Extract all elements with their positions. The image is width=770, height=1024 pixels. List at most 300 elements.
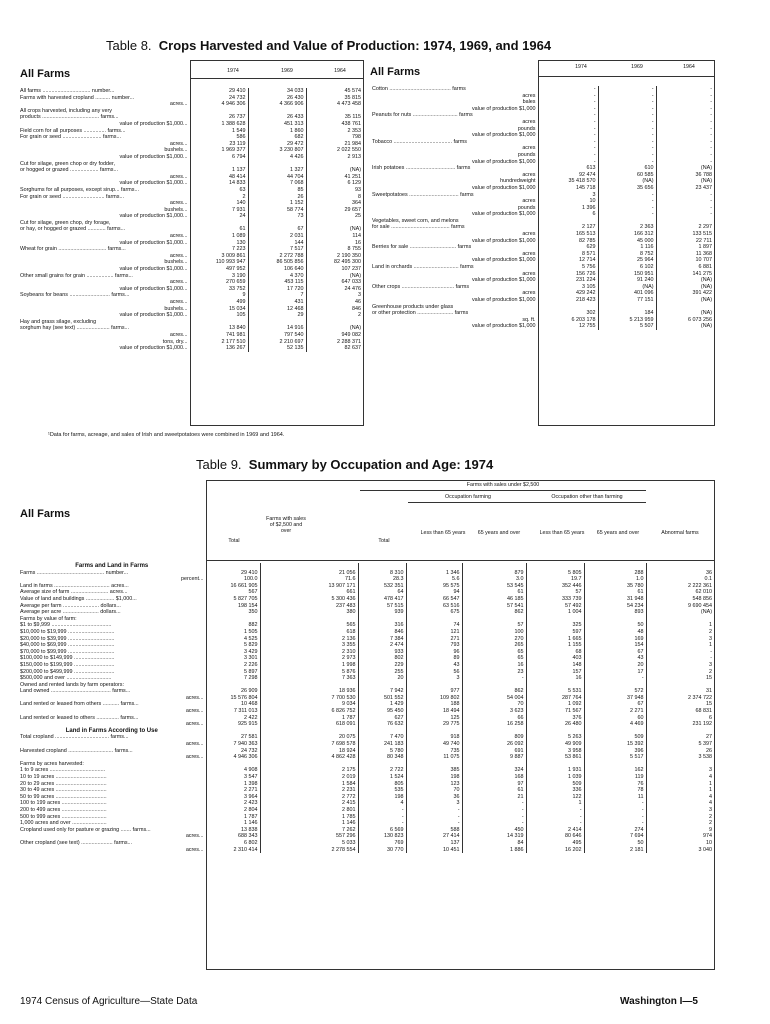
- table9-row-label: Land rented or leased from others ........... farms...: [20, 701, 139, 708]
- table8-right-cell: -: [538, 99, 598, 106]
- table8-right-cell: (NA): [656, 297, 714, 304]
- table9-cell: 2 415: [260, 800, 358, 807]
- table8-right-row-label: value of production $1,000: [471, 132, 536, 139]
- table8-right-cell: [538, 218, 598, 225]
- table8-right-cell: 150 951: [598, 271, 656, 278]
- table8-right-row: [370, 224, 714, 231]
- table9-cell: 6 826 752: [260, 708, 358, 715]
- table8-left-row: [18, 95, 363, 102]
- table8-left-cell: 130: [190, 240, 248, 247]
- table8-left-cell: 24 476: [306, 286, 363, 293]
- table9-cell: 37 948: [584, 695, 646, 702]
- table8-left-cell: 1 388 628: [190, 121, 248, 128]
- table9-cell: 501 552: [358, 695, 406, 702]
- table8-left-row: [18, 273, 363, 280]
- table8-right-row: [370, 132, 714, 139]
- table8-right-cell: -: [656, 152, 714, 159]
- table8-left-cell: 48 414: [190, 174, 248, 181]
- table8-left-table: [18, 88, 363, 352]
- table9-cell: 1 155: [526, 642, 584, 649]
- table8-right-cell: 12 714: [538, 257, 598, 264]
- table9-cell: 879: [462, 570, 526, 577]
- table9-cell: 557 296: [260, 833, 358, 840]
- table8-left-cell: 16: [306, 240, 363, 247]
- table9-cell: 805: [358, 781, 406, 788]
- table9-cell: (NA): [646, 609, 714, 616]
- table9-cell: [526, 728, 584, 735]
- table8-left-row: [18, 174, 363, 181]
- table8-right-row: [370, 159, 714, 166]
- table8-left-cell: 26 737: [190, 114, 248, 121]
- table8-left-cell: 2 288 371: [306, 339, 363, 346]
- table9-cell: 2 271: [584, 708, 646, 715]
- table8-left-row-label: acres...: [169, 233, 188, 240]
- table8-right-row-label: value of production $1,000: [471, 211, 536, 218]
- table8-right-cell: 401 096: [598, 290, 656, 297]
- table8-left-cell: 3 009 861: [190, 253, 248, 260]
- table9-cell: 61: [584, 589, 646, 596]
- table8-right-row-label: acres: [522, 231, 536, 238]
- table8-right-cell: -: [598, 145, 656, 152]
- table8-left-cell: 35 115: [306, 114, 363, 121]
- table9-row: [18, 807, 714, 814]
- table9-cell: 3.0: [462, 576, 526, 583]
- table9-row: [18, 622, 714, 629]
- table9-cell: 548 856: [646, 596, 714, 603]
- table9-span-header: Farms with sales under $2,500: [466, 482, 540, 488]
- table8-left-cell: 82 495 300: [306, 259, 363, 266]
- table8-left-cell: [306, 161, 363, 168]
- table9-row-label: 10 to 19 acres ..................................: [20, 774, 107, 780]
- table9-cell: 2 801: [260, 807, 358, 814]
- table9-row: [18, 642, 714, 649]
- table8-left-cell: 25: [306, 213, 363, 220]
- table8-left-cell: 1 327: [248, 167, 306, 174]
- table9-cell: 95 450: [358, 708, 406, 715]
- table8-left-cell: 1 549: [190, 128, 248, 135]
- table8-right-cell: -: [656, 99, 714, 106]
- table8-right-row: [370, 198, 714, 205]
- table8-left-row: [18, 266, 363, 273]
- table8-right-cell: 391 422: [656, 290, 714, 297]
- table8-right-cell: -: [656, 198, 714, 205]
- table9-cell: 16: [526, 675, 584, 682]
- table8-right-cell: 613: [538, 165, 598, 172]
- table8-left-cell: 431: [248, 299, 306, 306]
- table9-cell: 63 516: [406, 603, 462, 610]
- table9-cell: 67: [584, 701, 646, 708]
- table8-left-cell: [190, 220, 248, 227]
- table9-cell: [584, 616, 646, 623]
- table9-cell: 68 831: [646, 708, 714, 715]
- table8-right-cell: -: [656, 86, 714, 93]
- table9-cell: 974: [646, 833, 714, 840]
- table9-cell: 3: [646, 662, 714, 669]
- table9-cell: 70: [462, 701, 526, 708]
- table8-right-row-label: pounds: [517, 151, 536, 158]
- table9-cell: 3: [406, 675, 462, 682]
- table9-cell: -: [646, 649, 714, 656]
- table8-right-cell: -: [656, 139, 714, 146]
- table9-cell: 2 474: [358, 642, 406, 649]
- table9-cell: 333 739: [526, 596, 584, 603]
- table8-right-cell: (NA): [656, 165, 714, 172]
- table9-cell: [406, 616, 462, 623]
- table9-row-label: Land rented or leased to others ............... farms...: [20, 714, 139, 721]
- table9-cell: 46 185: [462, 596, 526, 603]
- table8-right-year-1974: 1974: [575, 64, 587, 70]
- table9-cell: [260, 728, 358, 735]
- table8-right-cell: -: [656, 205, 714, 212]
- table9-row: [18, 589, 714, 596]
- table9-cell: 13 907 171: [260, 583, 358, 590]
- table8-left-row-label: value of production $1,000...: [119, 239, 188, 246]
- table8-left-cell: 21 984: [306, 141, 363, 148]
- table9-row-label: acres...: [185, 721, 204, 728]
- table9-cell: 862: [462, 609, 526, 616]
- table9-col-abnormal: Abnormal farms: [661, 530, 699, 536]
- table9-cell: 148: [526, 662, 584, 669]
- table8-left-cell: 35 815: [306, 95, 363, 102]
- table8-left-row: [18, 325, 363, 332]
- table8-left-row-label: Cut for silage, green chop or dry fodder,: [20, 160, 115, 167]
- table9-cell: 3 958: [526, 748, 584, 755]
- table9-cell: 933: [358, 649, 406, 656]
- table8-right-row-label: acres: [522, 145, 536, 152]
- table9-cell: [206, 761, 260, 768]
- table8-right-cell: 184: [598, 310, 656, 317]
- table9-cell: 29 410: [206, 570, 260, 577]
- table8-left-year-1974: 1974: [227, 68, 239, 74]
- table9-cell: 3: [646, 636, 714, 643]
- table8-left-year-1969: 1969: [281, 68, 293, 74]
- table8-right-cell: 1 116: [598, 244, 656, 251]
- footer-right: Washington I—5: [620, 996, 698, 1007]
- table8-left-cell: 497 952: [190, 266, 248, 273]
- table9-row: [18, 847, 714, 854]
- table8-left-cell: 364: [306, 200, 363, 207]
- table9-cell: 157: [526, 669, 584, 676]
- table9-cell: 2 804: [206, 807, 260, 814]
- table9-col-sales-over: Farms with sales of $2,500 and over: [266, 516, 306, 534]
- table9-cell: 29 775: [406, 721, 462, 728]
- table9-group-occupation-other: Occupation other than farming: [551, 494, 623, 500]
- table8-right-row: [370, 192, 714, 199]
- table9-cell: 385: [406, 767, 462, 774]
- table9-cell: [358, 761, 406, 768]
- table9-cell: 2 722: [358, 767, 406, 774]
- table8-right-cell: (NA): [656, 310, 714, 317]
- table9-cell: 67: [584, 649, 646, 656]
- table8-right-cell: 25 964: [598, 257, 656, 264]
- table8-right-cell: 156 726: [538, 271, 598, 278]
- table8-right-year-1964: 1964: [683, 64, 695, 70]
- table8-right-row-label: pounds: [517, 125, 536, 132]
- table8-right-row-label: Greenhouse products under glass: [372, 303, 454, 310]
- table8-left-cell: 2 177 510: [190, 339, 248, 346]
- table8-right-row-label: Sweetpotatoes ................................. farms: [372, 191, 474, 198]
- table9-row-label: Other cropland (see text) ..................... farms...: [20, 839, 133, 846]
- table9-cell: [406, 563, 462, 570]
- table9-cell: 28.3: [358, 576, 406, 583]
- table9-cell: 1 346: [406, 570, 462, 577]
- table8-right-row-label: value of production $1,000: [471, 297, 536, 303]
- table9-row-label: Owned and rented lands by farm operators:: [20, 681, 124, 688]
- table9-cell: 4 946 306: [206, 754, 260, 761]
- table9-cell: 65: [462, 655, 526, 662]
- table8-right-row: [370, 323, 714, 330]
- table8-left-cell: 7 223: [190, 246, 248, 253]
- table8-right-cell: -: [598, 211, 656, 218]
- table9-cell: 188: [406, 701, 462, 708]
- table8-left-cell: 1 137: [190, 167, 248, 174]
- table9-cell: 509: [584, 734, 646, 741]
- table9-cell: [406, 682, 462, 689]
- table9-row-label: 50 to 99 acres ..................................: [20, 793, 107, 800]
- table9-cell: 241 183: [358, 741, 406, 748]
- table8-left-cell: 2: [306, 312, 363, 319]
- table8-left-row-label: value of production $1,000...: [119, 312, 188, 319]
- table9-cell: [584, 761, 646, 768]
- table9-cell: 939: [358, 609, 406, 616]
- table8-right-row-label: for sale ....................................... farms: [372, 224, 465, 231]
- table8-right-cell: -: [598, 86, 656, 93]
- table9-cell: 352 446: [526, 583, 584, 590]
- table8-right-row-label: pounds: [517, 204, 536, 211]
- table8-left-cell: 7 068: [248, 180, 306, 187]
- table9-cell: 16 258: [462, 721, 526, 728]
- table9-cell: 396: [584, 748, 646, 755]
- table9-cell: 15 392: [584, 741, 646, 748]
- table8-right-cell: -: [598, 205, 656, 212]
- table8-left-cell: 82 637: [306, 345, 363, 352]
- table8-right-cell: -: [598, 132, 656, 139]
- table8-left-cell: 6 129: [306, 180, 363, 187]
- table9-cell: 2 278 554: [260, 847, 358, 854]
- table9-cell: [358, 563, 406, 570]
- table8-left-row-label: Farms with harvested cropland .......... number...: [20, 94, 135, 101]
- table8-right-row-label: acres: [522, 92, 536, 99]
- table8-left-cell: 58 774: [248, 207, 306, 214]
- table9-cell: 2: [646, 669, 714, 676]
- table8-right-cell: -: [538, 86, 598, 93]
- table9-cell: 9 887: [462, 754, 526, 761]
- table9-cell: 2 772: [260, 794, 358, 801]
- table9-cell: 565: [260, 622, 358, 629]
- table8-right-cell: 1 897: [656, 244, 714, 251]
- table9-cell: 48: [584, 629, 646, 636]
- table9-cell: 3 040: [646, 847, 714, 854]
- table9-row: [18, 787, 714, 794]
- table8-right-row-label: Berries for sale ............................... farms: [372, 244, 472, 251]
- table9-row: [18, 701, 714, 708]
- table9-cell: 4: [646, 794, 714, 801]
- table8-number: Table 8.: [106, 38, 152, 53]
- table8-right-row-label: hundredweight: [500, 178, 536, 185]
- table9-cell: 2 181: [584, 847, 646, 854]
- table9-cell: 1 524: [358, 774, 406, 781]
- table8-right-row: [370, 317, 714, 324]
- table9-row-label: $20,000 to $39,999 ...............................: [20, 635, 115, 642]
- table9-cell: 43: [584, 655, 646, 662]
- table9-cell: 3 623: [462, 708, 526, 715]
- table9-cell: [260, 616, 358, 623]
- table9-cell: [462, 728, 526, 735]
- table9-row: [18, 636, 714, 643]
- table9-cell: -: [526, 814, 584, 821]
- table8-left-row: [18, 339, 363, 346]
- table9-row-label: 1,000 acres and over .......................: [20, 820, 107, 827]
- table9-cell: 4 908: [206, 767, 260, 774]
- table9-cell: -: [584, 820, 646, 827]
- table8-left-cell: 1 969 377: [190, 147, 248, 154]
- table9-cell: [584, 728, 646, 735]
- table8-left-cell: 105: [190, 312, 248, 319]
- table9-cell: [526, 682, 584, 689]
- table9-cell: 18 924: [260, 748, 358, 755]
- table8-right-cell: 2 127: [538, 224, 598, 231]
- table9-cell: 2 175: [260, 767, 358, 774]
- table8-left-row-label: acres...: [169, 299, 188, 305]
- table9-row: [18, 833, 714, 840]
- table9-cell: [462, 616, 526, 623]
- table8-left-row-label: value of production $1,000...: [119, 153, 188, 160]
- table9-cell: 27 581: [206, 734, 260, 741]
- table8-heading: Crops Harvested and Value of Production: 1974, 1969, and 1964: [158, 38, 552, 53]
- table9-cell: 71 567: [526, 708, 584, 715]
- table8-right-cell: -: [656, 211, 714, 218]
- table8-right-cell: -: [598, 198, 656, 205]
- table9-cell: 1 039: [526, 774, 584, 781]
- table8-right-row: [370, 238, 714, 245]
- table8-left-row-label: Other small grains for grain .................. farms...: [20, 272, 133, 279]
- table9-number: Table 9.: [196, 457, 242, 472]
- table9-cell: 237 483: [260, 603, 358, 610]
- table9-cell: -: [584, 675, 646, 682]
- table9-cell: 7 262: [260, 827, 358, 834]
- table9-cell: 5 300 436: [260, 596, 358, 603]
- table8-left-row: [18, 88, 363, 95]
- table9-row-label: $10,000 to $19,999 ...............................: [20, 628, 115, 635]
- table9-row: [18, 741, 714, 748]
- table8-left-row-label: All crops harvested, including any very: [20, 107, 112, 114]
- table8-left-row: [18, 114, 363, 121]
- table9-row-label: $150,000 to $199,999 ...........................: [20, 661, 115, 668]
- table9-cell: 16 661 905: [206, 583, 260, 590]
- table8-right-cell: -: [598, 126, 656, 133]
- table9-cell: 66 547: [406, 596, 462, 603]
- table8-right-row: [370, 251, 714, 258]
- table9-span-rule: [360, 490, 646, 491]
- table9-cell: 4 525: [206, 636, 260, 643]
- table9-row-label: acres...: [185, 754, 204, 761]
- table9-cell: 846: [358, 629, 406, 636]
- table9-cell: 5 780: [358, 748, 406, 755]
- table8-left-row: [18, 141, 363, 148]
- table8-right-cell: 23 437: [656, 185, 714, 192]
- table9-cell: 16: [462, 662, 526, 669]
- table9-cell: 1 785: [260, 814, 358, 821]
- table8-left-cell: 1 860: [248, 128, 306, 135]
- table9-cell: 2 374 722: [646, 695, 714, 702]
- table9-cell: 5 827 705: [206, 596, 260, 603]
- table9-cell: 793: [406, 642, 462, 649]
- table8-right-table: [370, 86, 714, 330]
- table9-cell: [646, 682, 714, 689]
- table8-right-cell: 77 151: [598, 297, 656, 304]
- table8-left-row-label: sorghum hay (see text) ...................... farms...: [20, 325, 130, 332]
- table9-cell: 2 222 361: [646, 583, 714, 590]
- table8-right-row: [370, 310, 714, 317]
- table9-cell: 9: [646, 827, 714, 834]
- table9-cell: 2 310: [260, 649, 358, 656]
- table8-right-row: [370, 271, 714, 278]
- table8-right-cell: (NA): [598, 178, 656, 185]
- table9-row: [18, 629, 714, 636]
- table9-cell: 5 805: [526, 570, 584, 577]
- table8-left-cell: 46: [306, 299, 363, 306]
- table9-cell: 49 740: [406, 741, 462, 748]
- table9-cell: 2 019: [260, 774, 358, 781]
- table8-right-cell: 6 073 256: [656, 317, 714, 324]
- table9-cell: 2 226: [206, 662, 260, 669]
- table8-right-cell: 10 707: [656, 257, 714, 264]
- table8-right-cell: 429 242: [538, 290, 598, 297]
- table9-cell: 11 075: [406, 754, 462, 761]
- table8-left-cell: [306, 220, 363, 227]
- table8-left-cell: 270 659: [190, 279, 248, 286]
- table9-row-label: Farms by acres harvested:: [20, 760, 84, 767]
- table8-right-cell: [598, 218, 656, 225]
- table9-cell: 66: [462, 715, 526, 722]
- table9-cell: 26 092: [462, 741, 526, 748]
- table9-cell: 96: [406, 649, 462, 656]
- table9-row-label: acres...: [185, 833, 204, 840]
- table8-right-row-label: acres: [522, 250, 536, 257]
- table9-cell: [646, 761, 714, 768]
- table9-cell: -: [584, 800, 646, 807]
- table9-cell: -: [462, 807, 526, 814]
- table9-cell: 130 823: [358, 833, 406, 840]
- table9-cell: 5 897: [206, 669, 260, 676]
- table8-right-cell: -: [598, 159, 656, 166]
- table9-cell: 1 886: [462, 847, 526, 854]
- table9-cell: 56: [406, 669, 462, 676]
- table9-row-label: acres...: [185, 846, 204, 853]
- table8-left-cell: [248, 161, 306, 168]
- table9-cell: 100.0: [206, 576, 260, 583]
- table9-row: [18, 840, 714, 847]
- table9-cell: 1 429: [358, 701, 406, 708]
- table8-right-cell: -: [538, 132, 598, 139]
- table9-cell: 2: [646, 629, 714, 636]
- table8-left-cell: 107 237: [306, 266, 363, 273]
- table8-right-row: [370, 205, 714, 212]
- table8-left-cell: [190, 108, 248, 115]
- table9-cell: 288: [584, 570, 646, 577]
- table8-right-cell: 12 755: [538, 323, 598, 330]
- table8-right-cell: -: [598, 119, 656, 126]
- table8-footnote: ¹Data for farms, acreage, and sales of Irish and sweetpotatoes were combined in 1969 and 1964.: [48, 432, 285, 438]
- table9-row: [18, 748, 714, 755]
- table8-right-cell: [538, 304, 598, 311]
- table8-right-row-label: Land in orchards .............................. farms: [372, 264, 474, 271]
- table8-right-cell: -: [538, 159, 598, 166]
- table8-left-cell: 29 410: [190, 88, 248, 95]
- table9-cell: 862: [462, 688, 526, 695]
- table9-cell: 89: [406, 655, 462, 662]
- table9-cell: 36: [646, 570, 714, 577]
